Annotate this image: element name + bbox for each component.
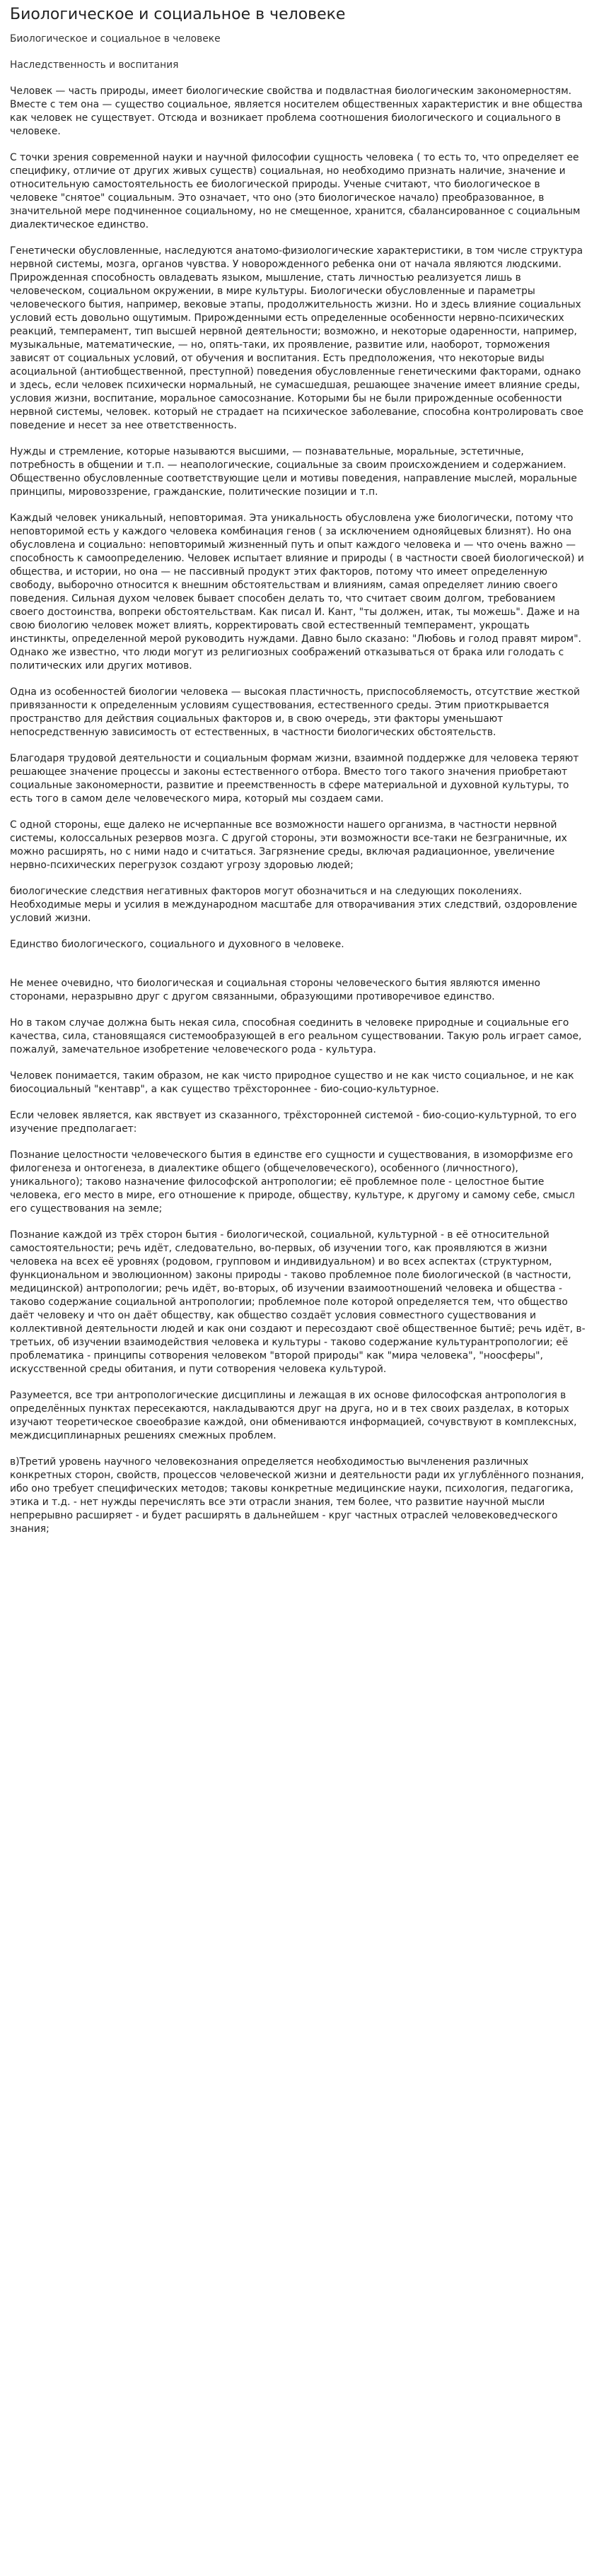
paragraph: Каждый человек уникальный, неповторимая. Эта уникальность обусловлена уже биологически, потому что неповторимой есть у каждого человека комбинация генов ( за исключением однояйцевых близнят). Но она обусловлена и социально: неповторимый жизненный путь и опыт каждого человека и — что очень важно — способность к самоопределению. Человек испытает влияние и природы ( в частности своей биологической) и общества, и истории, но она — не пассивный продукт этих факторов, потому что имеет определенную свободу, выборочно относится к внешним обстоятельствам и влияниям, самая определяет линию своего поведения. Сильная духом человек бывает способен делать то, что считает своим долгом, требованием своего достоинства, вопреки обстоятельствам. Как писал И. Кант, "ты должен, итак, ты можешь". Даже и на свою биологию человек может влиять, корректировать свой естественный темперамент, укрощать инстинкты, определенной мерой руководить нуждами. Давно было сказано: "Любовь и голод правят миром". Однако же известно, что люди могут из религиозных соображений отказываться от брака или голодать с политических или других мотивов.	[10, 513, 584, 672]
paragraph: Одна из особенностей биологии человека — высокая пластичность, приспособляемость, отсутствие жесткой привязанности к определенным условиям существования, естественного среды. Этим приоткрывается пространство для действия социальных факторов и, в свою очередь, эти факторы уменьшают непосредственную зависимость от естественных, в частности биологических обстоятельств.	[10, 686, 580, 738]
paragraph: Генетически обусловленные, наследуются анатомо-физиологические характеристики, в том числе структура нервной системы, мозга, органов чувства. У новорожденного ребенка они от начала являются людскими. Прирожденная способность овладевать языком, мышление, стать личностью реализуется лишь в человеческом, социальном окружении, в мире культуры. Биологически обусловленные и параметры человеческого бытия, например, вековые этапы, продолжительность жизни. Но и здесь влияние социальных условий есть довольно ощутимым. Прирожденными есть определенные особенности нервно-психических реакций, темперамент, тип высшей нервной деятельности; возможно, и некоторые одаренности, например, музыкальные, математические, — но, опять-таки, их проявление, развитие или, наоборот, торможения зависят от социальных условий, от обучения и воспитания. Есть предположения, что некоторые виды асоциальной (антиобщественной, преступной) поведения обусловленные генетическими факторами, однако и здесь, если человек психически нормальный, не сумасшедшая, решающее значение имеет влияние среды, условия жизни, воспитание, моральное самосознание. Которыми бы не были прирожденные особенности нервной системы, человек. который не страдает на психическое заболевание, способна контролировать свое поведение и несет за нее ответственность.	[10, 245, 584, 431]
paragraph: Но в таком случае должна быть некая сила, способная соединить в человеке природные и социальные его качества, сила, становящаяся системообразующей в его реальном существовании. Такую роль играет самое, пожалуй, замечательное изобретение человеческого рода - культура.	[10, 1017, 582, 1055]
paragraph: Человек понимается, таким образом, не как чисто природное существо и не как чисто социальное, и не как биосоциальный "кентавр", а как существо трёхстороннее - био-социо-культурное.	[10, 1070, 574, 1095]
paragraph: в)Третий уровень научного человекознания определяется необходимостью вычленения различных конкретных сторон, свойств, процессов человеческой жизни и деятельности ради их углублённого познания, ибо оно требует специфических методов; таковы конкретные медицинские науки, психология, педагогика, этика и т.д. - нет нужды перечислять все эти отрасли знания, тем более, что развитие научной мысли непрерывно расширяет - и будет расширять в дальнейшем - круг частных отраслей человековедческого знания;	[10, 1456, 584, 1535]
paragraph: Познание целостности человеческого бытия в единстве его сущности и существования, в изоморфизме его филогенеза и онтогенеза, в диалектике общего (общечеловеческого), особенного (личностного), уникального); таково назначение философской антропологии; её проблемное поле - целостное бытие человека, его место в мире, его отношение к природе, обществу, культуре, к другому и самому себе, смысл его существования на земле;	[10, 1149, 575, 1214]
paragraph: Нужды и стремление, которые называются высшими, — познавательные, моральные, эстетичные, потребность в общении и т.п. — неапологические, социальные за своим происхождением и содержанием. Общественно обусловленные соответствующие цели и мотивы поведения, направление мыслей, моральные принципы, мировоззрение, гражданские, политические позиции и т.п.	[10, 446, 577, 498]
subtitle: Наследственность и воспитания	[10, 59, 179, 71]
section-heading: Единство биологического, социального и духовного в человеке.	[10, 939, 344, 950]
article-body	[10, 85, 589, 1536]
paragraph: Разумеется, все три антропологические дисциплины и лежащая в их основе философская антропология в определённых пунктах пересекаются, накладываются друг на друга, но и в тех своих разделах, в которых изучают теоретическое своеобразие каждой, они обмениваются информацией, сочувствуют в комплексных, междисциплинарных решениях смежных проблем.	[10, 1390, 577, 1441]
paragraph: Не менее очевидно, что биологическая и социальная стороны человеческого бытия являются именно сторонами, неразрывно друг с другом связанными, образующими противоречивое единство.	[10, 978, 540, 1002]
paragraph: Благодаря трудовой деятельности и социальным формам жизни, взаимной поддержке для человека теряют решающее значение процессы и законы естественного отбора. Вместо того такого значения приобретают социальные закономерности, развитие и преемственность в сфере материальной и духовной культуры, то есть того в самом деле человеческого мира, который мы создаем сами.	[10, 753, 579, 804]
paragraph: Познание каждой из трёх сторон бытия - биологической, социальной, культурной - в её относительной самостоятельности; речь идёт, следовательно, во-первых, об изучении того, как проявляются в жизни человека на всех её уровнях (родовом, групповом и индивидуальном) и во всех аспектах (структурном, функциональном и эволюционном) законы природы - таково проблемное поле биологической (в частности, медицинской) антропологии; речь идёт, во-вторых, об изучении взаимоотношений человека и общества - таково содержание социальной антропологии; проблемное поле которой определяется тем, что общество даёт человеку и что он даёт обществу, как общество создаёт условия совместного существования и коллективной деятельности людей и как они создают и пересоздают своё общественное бытиё; речь идёт, в-третьих, об изучении взаимодействия человека и культуры - таково содержание культурантропологии; её проблематика - принципы сотворения человеком "второй природы" как "мира человека", "ноосферы", искусственной среды обитания, и пути сотворения человека культурой.	[10, 1229, 586, 1375]
paragraph: С одной стороны, еще далеко не исчерпанные все возможности нашего организма, в частности нервной системы, колоссальных резервов мозга. С другой стороны, эти возможности все-таки не безграничные, их можно расширять, но с ними надо и считаться. Загрязнение среды, включая радиационное, увеличение нервно-психических перегрузок создают угрозу здоровью людей;	[10, 819, 567, 871]
paragraph: биологические следствия негативных факторов могут обозначиться и на следующих поколениях. Необходимые меры и усилия в международном масштабе для отворачивания этих следствий, оздоровление условий жизни.	[10, 886, 578, 924]
paragraph: Человек — часть природы, имеет биологические свойства и подвластная биологическим закономерностям. Вместе с тем она — существо социальное, является носителем общественных характеристик и вне общества как человек не существует. Отсюда и возникает проблема соотношения биологического и социального в человеке.	[10, 86, 583, 137]
subtitle: Биологическое и социальное в человеке	[10, 33, 221, 45]
paragraph: С точки зрения современной науки и научной философии сущность человека ( то есть то, что определяет ее специфику, отличие от других живых существ) социальная, но необходимо признать наличие, значение и относительную самостоятельность ее биологической природы. Ученые считают, что биологическое в человеке "снятое" социальным. Это означает, что оно (это биологическое начало) преобразованное, в значительной мере подчиненное социальному, но не смещенное, хранится, сбалансированное с социальным диалектическое единство.	[10, 152, 581, 230]
paragraph: Если человек является, как явствует из сказанного, трёхсторонней системой - био-социо-культурной, то его изучение предполагает:	[10, 1110, 577, 1135]
page-title: Биологическое и социальное в человеке	[10, 6, 346, 23]
